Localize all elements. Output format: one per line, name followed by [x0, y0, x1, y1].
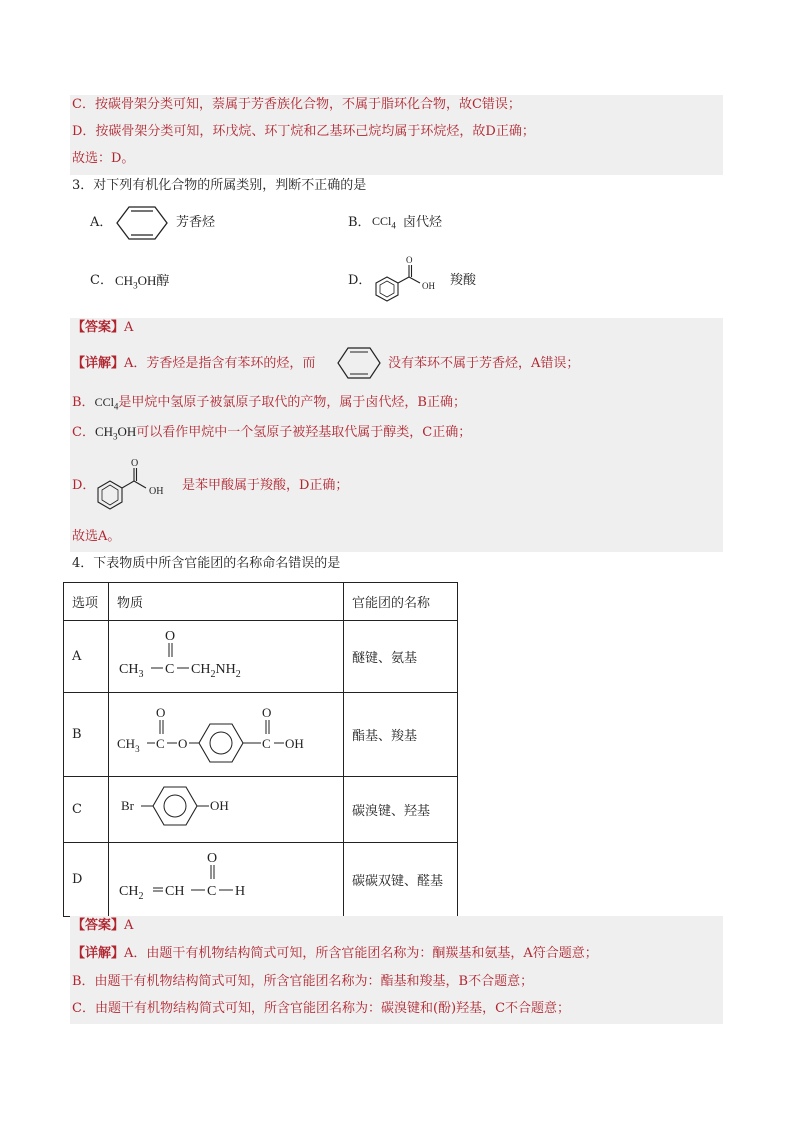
svg-text:O: O: [178, 735, 188, 751]
q3-detail-a: 【详解】A．芳香烃是指含有苯环的烃，而: [72, 356, 316, 371]
q3-option-d-label: D．: [348, 273, 372, 288]
svg-text:OH: OH: [210, 797, 229, 813]
q3-detail-a-end: 没有苯环不属于芳香烃，A错误；: [388, 356, 580, 371]
bromophenol-structure: [117, 778, 267, 838]
acetoxybenzoic-acid-structure: [117, 696, 337, 770]
table-row: [64, 843, 458, 917]
svg-text:CH2: $CH_2$: [119, 883, 144, 902]
svg-text:C: C: [207, 883, 217, 899]
table-row: [64, 621, 458, 693]
q3-option-d-text: 羧酸: [450, 273, 477, 288]
q4-detail-a: 【详解】A．由题干有机物结构简式可知，所含官能团名称为：酮羰基和氨基，A符合题意；: [72, 946, 598, 961]
benzoic-o-label: O: [406, 255, 413, 265]
svg-text:CH2NH2: $CH_2NH_2$: [191, 661, 241, 680]
row-b-group: 酯基、羧基: [344, 693, 458, 777]
row-d-group: 碳碳双键、醛基: [344, 843, 458, 917]
row-a-option: A: [64, 621, 109, 693]
q4-detail-c: C．由题干有机物结构简式可知，所含官能团名称为：碳溴键和(酚)羟基，C不合题意；: [72, 1001, 571, 1016]
svg-text:C: C: [156, 735, 165, 751]
q4-answer-line: 【答案】A: [72, 918, 134, 933]
row-d-option: D: [64, 843, 109, 917]
q3-option-a-label: A．: [90, 215, 113, 230]
table-row: [64, 777, 458, 843]
aminoacetone-structure: [117, 625, 267, 685]
prev-option-d-explanation: D．按碳骨架分类可知，环戊烷、环丁烷和乙基环己烷均属于环烷烃，故D正确；: [72, 124, 535, 139]
svg-text:CH3: $CH_3$: [119, 661, 144, 680]
table-row: [64, 693, 458, 777]
q3-detail-b: B．CCl$_4$是甲烷中氢原子被氯原子取代的产物，属于卤代烃，B正确；: [72, 395, 466, 412]
row-c-group: 碳溴键、羟基: [344, 777, 458, 843]
q3-answer-line: 【答案】A: [72, 320, 134, 335]
detail-benzoic-acid-structure: [94, 458, 174, 514]
svg-text:H: H: [235, 883, 246, 899]
row-b-structure: [109, 693, 344, 777]
header-group-name: 官能团的名称: [344, 583, 458, 621]
svg-text:Br: Br: [121, 797, 134, 813]
benzoic-acid-structure: [372, 255, 444, 307]
row-a-structure: [109, 621, 344, 693]
acrolein-structure: [117, 845, 277, 911]
header-substance: 物质: [109, 583, 344, 621]
prev-conclusion: 故选：D。: [72, 151, 135, 166]
row-a-group: 醚键、氨基: [344, 621, 458, 693]
header-option: 选项: [64, 583, 109, 621]
q3-detail-c: C．$CH_3OH$可以看作甲烷中一个氢原子被羟基取代属于醇类，C正确；: [72, 424, 472, 442]
row-c-structure: [109, 777, 344, 843]
svg-text:C: C: [165, 661, 175, 677]
svg-text:O: O: [165, 628, 176, 644]
prev-option-c-explanation: C．按碳骨架分类可知，萘属于芳香族化合物，不属于脂环化合物，故C错误；: [72, 97, 521, 112]
q3-detail-d: 是苯甲酸属于羧酸，D正确；: [182, 478, 349, 493]
functional-group-table: [63, 582, 458, 917]
q3-detail-d-label: D．: [72, 478, 96, 493]
q4-stem: 4．下表物质中所含官能团的名称命名错误的是: [72, 556, 341, 571]
table-header-row: [64, 583, 458, 621]
svg-text:CH3: $CH_3$: [117, 735, 140, 754]
detail-cyclohexadiene-structure: [336, 346, 382, 380]
q3-option-b-text: 卤代烃: [403, 215, 443, 230]
q3-option-b-formula: CCl$_4$: [372, 214, 396, 231]
row-c-option: C: [64, 777, 109, 843]
q3-option-a-text: 芳香烃: [176, 215, 216, 230]
cyclohexadiene-structure: [115, 205, 169, 241]
svg-text:CH: CH: [165, 883, 185, 899]
q3-option-b-label: B．: [348, 215, 371, 230]
detail-benzoic-oh-label: OH: [149, 486, 164, 497]
q3-conclusion: 故选A。: [72, 529, 121, 544]
detail-benzoic-o-label: O: [131, 458, 139, 469]
svg-text:O: O: [207, 850, 218, 866]
svg-text:OH: OH: [285, 735, 304, 751]
svg-text:C: C: [262, 735, 271, 751]
row-d-structure: [109, 843, 344, 917]
row-b-option: B: [64, 693, 109, 777]
benzoic-oh-label: OH: [422, 281, 435, 291]
q4-detail-b: B．由题干有机物结构简式可知，所含官能团名称为：酯基和羧基，B不合题意；: [72, 974, 534, 989]
svg-text:O: O: [262, 704, 272, 720]
svg-text:O: O: [156, 704, 166, 720]
q3-option-c-formula: $CH_3OH$醇: [115, 273, 170, 291]
q3-option-c-label: C．: [90, 273, 113, 288]
q3-stem: 3．对下列有机化合物的所属类别，判断不正确的是: [72, 178, 367, 193]
